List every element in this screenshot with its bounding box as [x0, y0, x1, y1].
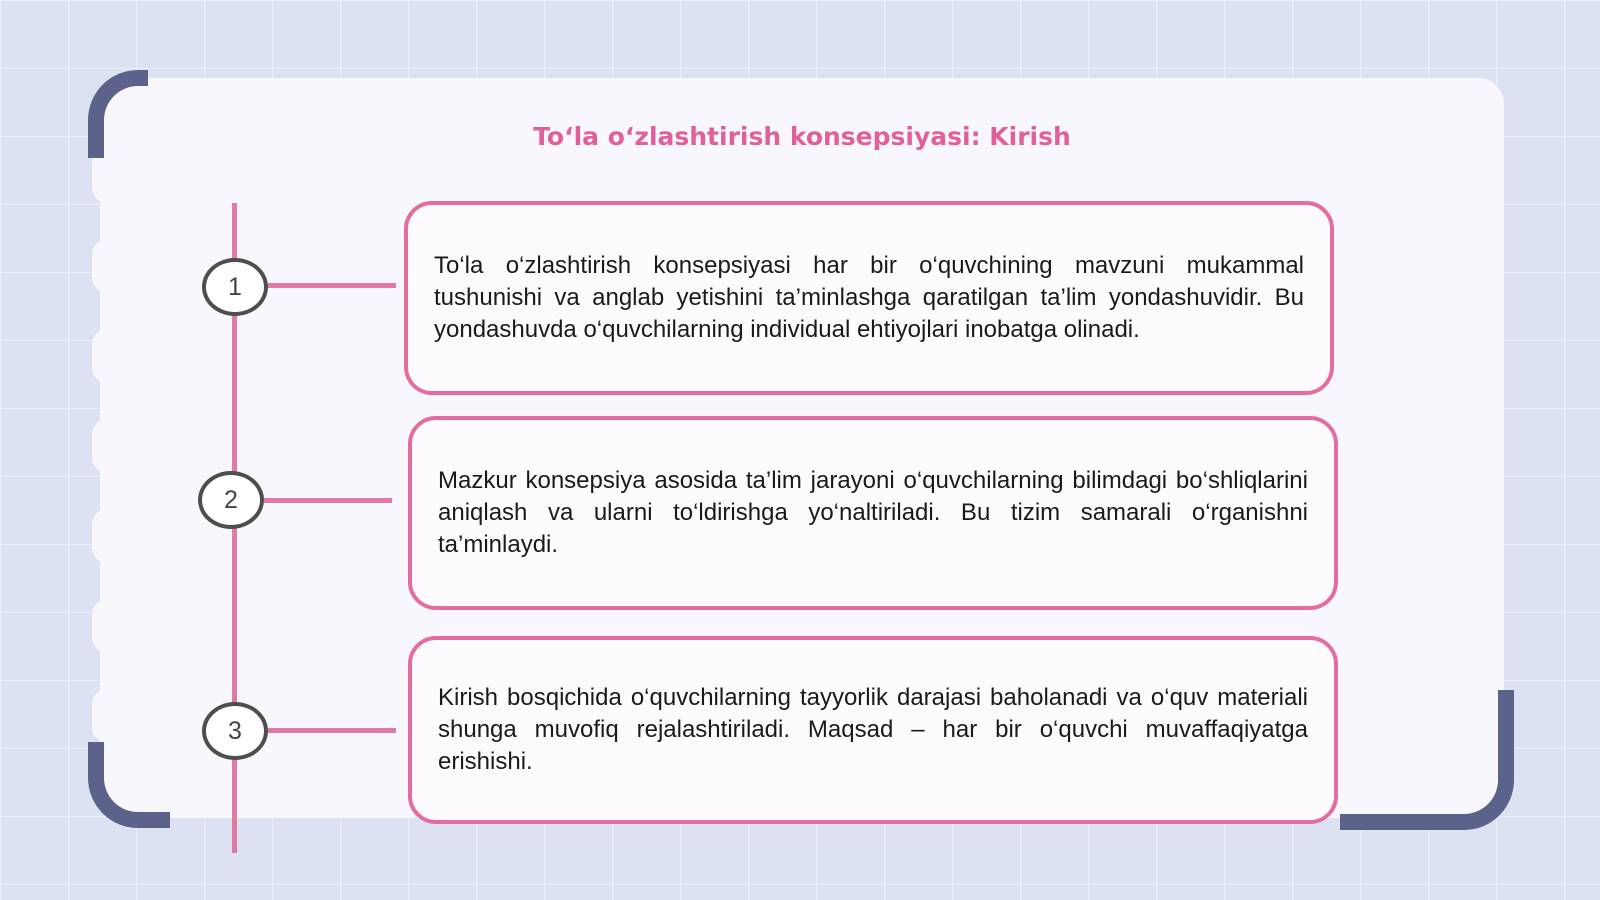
- step-text-box: [408, 416, 1338, 610]
- step-text-box: [404, 201, 1334, 395]
- step-description: To‘la o‘zlashtirish konsepsiyasi har bir o‘quvchining mavzuni mukammal tushunishi va anglab yetishini ta’minlashga qaratilgan ta’lim yondashuvidir. Bu yondashuvda o‘quvchilarning individual ehtiyojlari inobatga olinadi.: [434, 252, 1304, 343]
- step-description: Mazkur konsepsiya asosida ta’lim jarayoni o‘quvchilarning bilimdagi bo‘shliqlarini aniqlash va ularni to‘ldirishga yo‘naltiriladi. Bu tizim samarali o‘rganishni ta’minlaydi.: [438, 467, 1308, 558]
- notebook-scallop: [92, 238, 126, 294]
- corner-bracket-bottom-left: [88, 742, 170, 828]
- step-connector: [264, 498, 392, 503]
- notebook-scallop: [92, 328, 126, 384]
- slide-title: To‘la o‘zlashtirish konsepsiyasi: Kirish: [533, 122, 1071, 151]
- step-text-box: [408, 636, 1338, 824]
- step-connector: [268, 728, 396, 733]
- corner-bracket-bottom-right: [1340, 690, 1514, 830]
- step-number-badge: 3: [202, 702, 268, 760]
- notebook-scallop: [92, 598, 126, 654]
- step-number-badge: 1: [202, 258, 268, 316]
- notebook-scallop: [92, 508, 126, 564]
- notebook-scallop: [92, 688, 126, 744]
- notebook-scallop: [92, 418, 126, 474]
- step-number-badge: 2: [198, 471, 264, 529]
- step-description: Kirish bosqichida o‘quvchilarning tayyorlik darajasi baholanadi va o‘quv materiali shunga muvofiq rejalashtiriladi. Maqsad – har bir o‘quvchi muvaffaqiyatga erishishi.: [438, 684, 1308, 775]
- step-connector: [268, 283, 396, 288]
